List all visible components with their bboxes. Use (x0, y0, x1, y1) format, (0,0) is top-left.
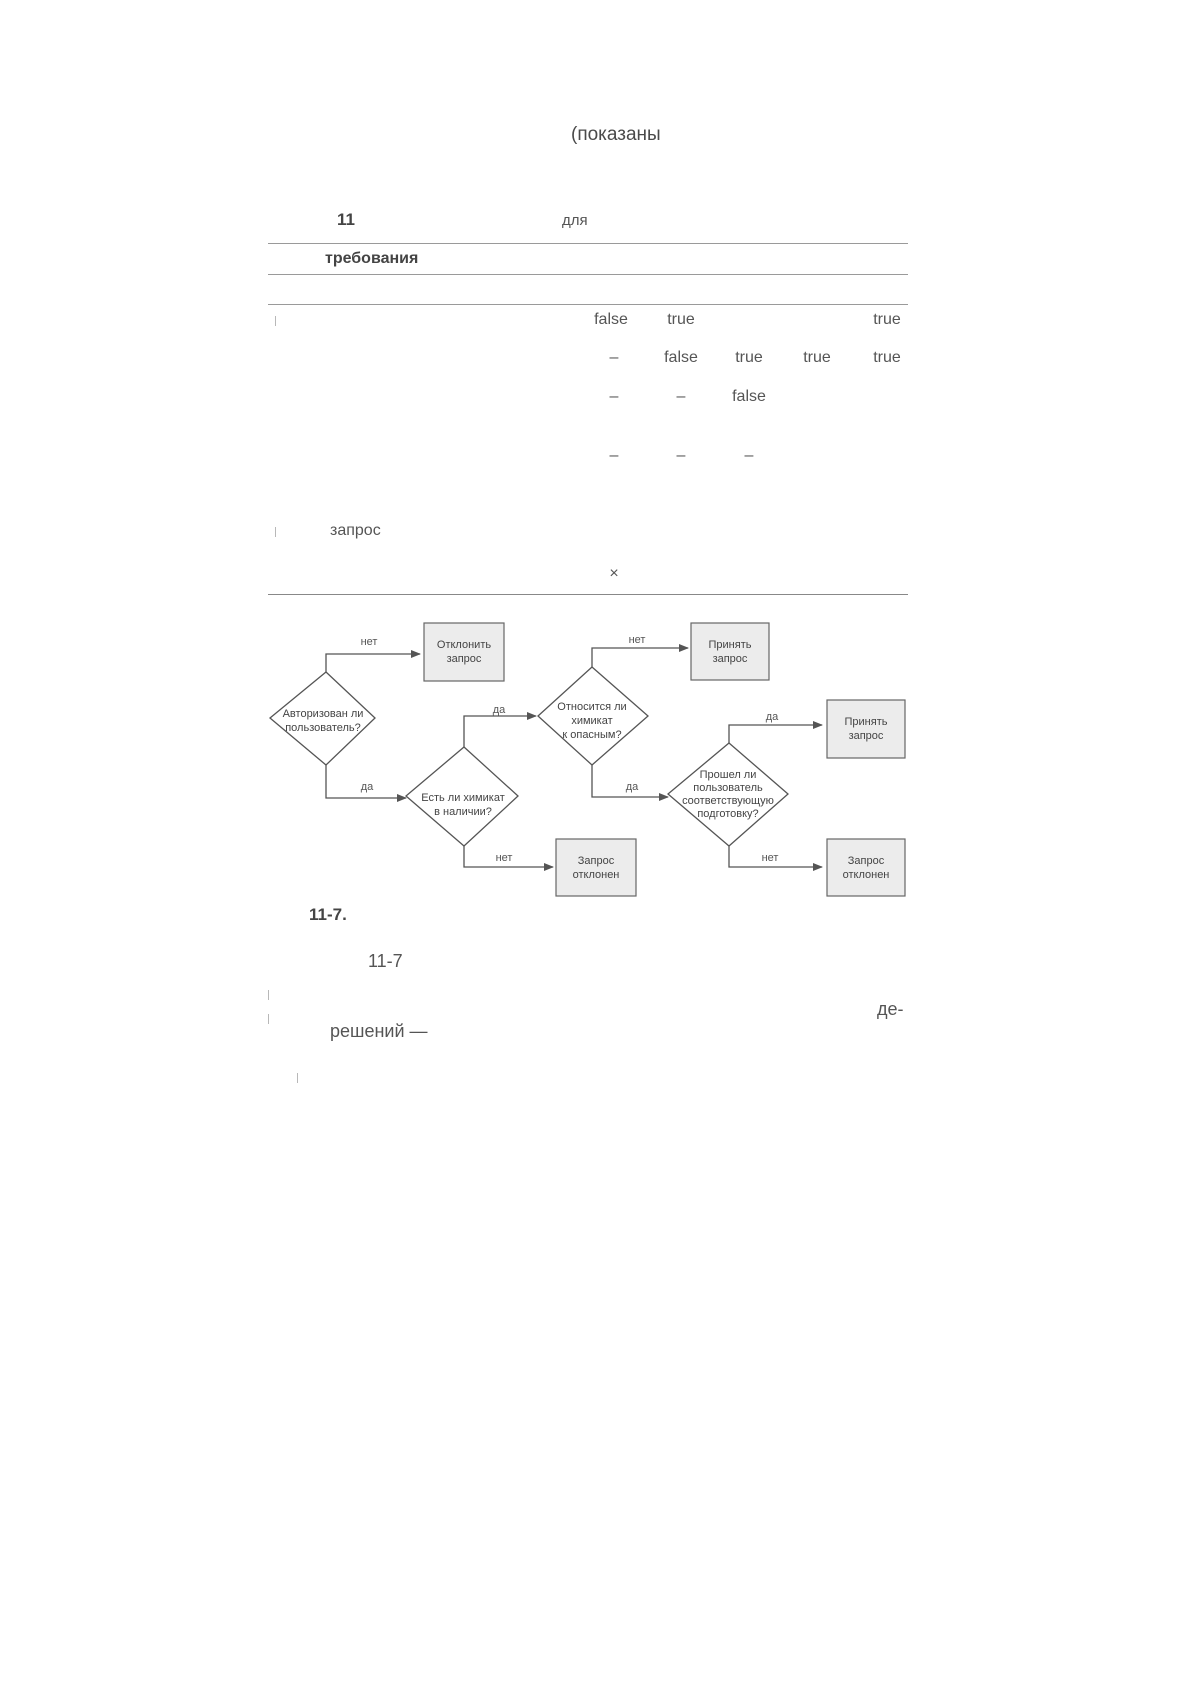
table-cell: false (594, 311, 628, 328)
outcome-box (691, 623, 769, 680)
hyphenated-word-start: де- (877, 999, 904, 1019)
edge-label: да (765, 711, 779, 723)
edge-label: нет (761, 852, 779, 864)
decision-label: Прошел ли (699, 769, 757, 781)
outcome-label: запрос (446, 653, 482, 665)
table-cell: true (803, 349, 831, 366)
edge-yes (464, 716, 536, 747)
outcome-label: Запрос (847, 855, 885, 867)
table-caption-word: для (562, 212, 588, 229)
table-row-label: запрос (330, 522, 381, 539)
edge-label: да (492, 704, 506, 716)
outcome-box (556, 839, 636, 896)
note-text: (показаны (571, 124, 661, 145)
table-cell: true (873, 349, 901, 366)
table-cell: true (735, 349, 763, 366)
outcome-box (827, 839, 905, 896)
body-line-fragment: решений — (330, 1021, 428, 1041)
outcome-label: запрос (712, 653, 748, 665)
outcome-box (424, 623, 504, 681)
decision-label: пользователь? (285, 722, 361, 734)
table-header-requirements: требования (325, 250, 419, 267)
decision-label: подготовку? (697, 808, 759, 820)
outcome-label: отклонен (842, 869, 890, 881)
edge-no (326, 654, 420, 672)
edge-no (592, 648, 688, 667)
table-cell: – (744, 447, 754, 464)
decision-label: соответствующую (682, 795, 774, 807)
edge-label: да (625, 781, 639, 793)
table-cell: – (676, 447, 686, 464)
decision-label: Авторизован ли (282, 708, 364, 720)
outcome-label: отклонен (572, 869, 620, 881)
table-cell: false (664, 349, 698, 366)
figure-number: 11-7. (309, 905, 347, 924)
outcome-label: Отклонить (436, 639, 492, 651)
table-cell: – (676, 388, 686, 405)
edge-label: нет (495, 852, 513, 864)
edge-label: да (360, 781, 374, 793)
table-cell: – (609, 447, 619, 464)
edge-label: нет (628, 634, 646, 646)
decision-label: Есть ли химикат (421, 792, 505, 804)
table-cell: true (873, 311, 901, 328)
outcome-label: Принять (708, 639, 752, 651)
edge-yes (729, 725, 822, 743)
outcome-label: Запрос (577, 855, 615, 867)
decision-label: к опасным? (562, 729, 622, 741)
table-cell: – (609, 349, 619, 366)
table-number: 11 (337, 210, 355, 229)
table-cell: false (732, 388, 766, 405)
figure-reference: 11-7 (368, 951, 403, 971)
decision-label: химикат (571, 715, 613, 727)
table-cell: – (609, 388, 619, 405)
table-cell: × (609, 565, 619, 582)
decision-label: Относится ли (557, 701, 627, 713)
table-cell: true (667, 311, 695, 328)
decision-label: пользователь (693, 782, 763, 794)
decision-label: в наличии? (434, 806, 492, 818)
outcome-box (827, 700, 905, 758)
outcome-label: запрос (848, 730, 884, 742)
edge-label: нет (360, 636, 378, 648)
outcome-label: Принять (844, 716, 888, 728)
